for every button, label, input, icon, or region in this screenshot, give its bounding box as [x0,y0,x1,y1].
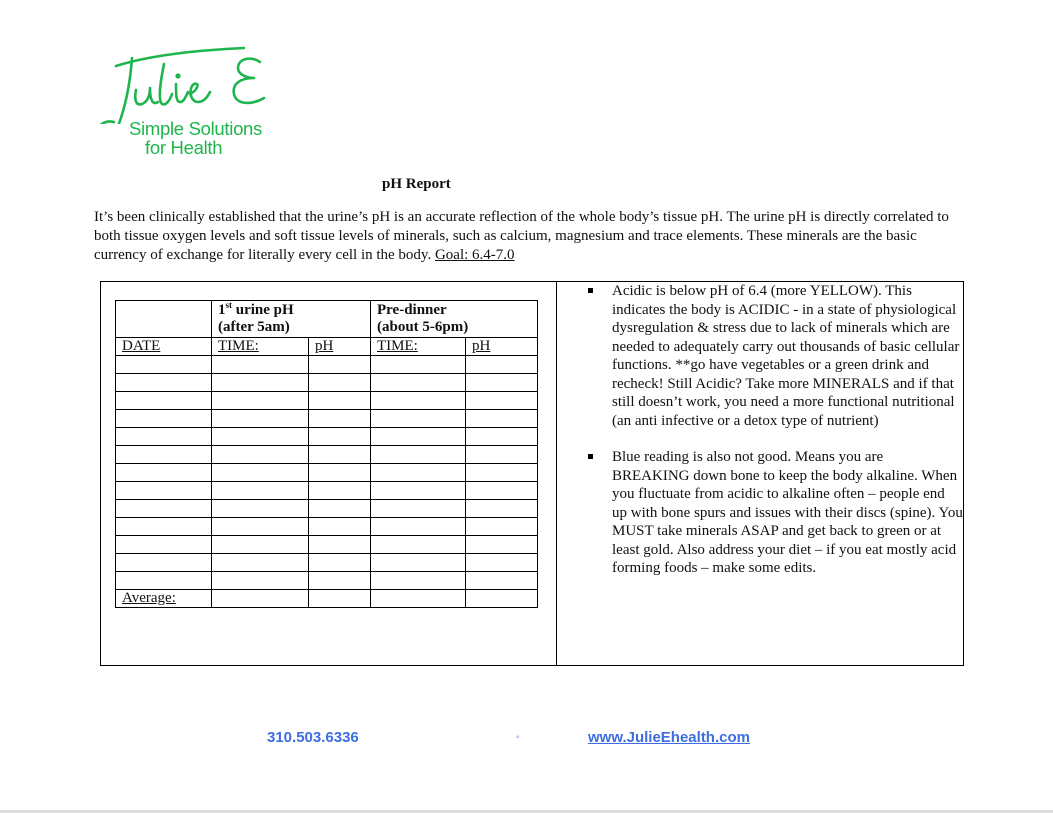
table-cell[interactable] [309,410,371,428]
table-cell[interactable] [116,410,212,428]
empty-header-cell [116,301,212,338]
logo-tagline: Simple Solutions [129,118,262,139]
table-cell[interactable] [116,554,212,572]
table-cell[interactable] [371,410,466,428]
pre-dinner-header: Pre-dinner (about 5-6pm) [371,301,538,338]
average-row [116,590,538,608]
table-cell[interactable] [309,500,371,518]
table-cell[interactable] [309,428,371,446]
column-header-row [116,338,538,356]
table-cell[interactable] [309,572,371,590]
note-text: Blue reading is also not good. Means you are BREAKING down bone to keep the body alkaline. When you fluctuate from acidic to alkaline often – people end up with bone spurs and issues with their discs (spine). You MUST take minerals ASAP and get back to green or at least gold. Also address your diet – if you eat mostly acid forming foods – make some edits. [612,449,963,576]
table-row [116,572,538,590]
average-label: Average: [116,590,212,608]
table-cell[interactable] [116,356,212,374]
column-header-ph-morning: pH [309,338,371,356]
table-cell[interactable] [371,374,466,392]
table-cell[interactable] [371,446,466,464]
table-cell[interactable] [116,536,212,554]
group-header-row [116,301,538,338]
table-row [116,464,538,482]
average-cell[interactable] [309,590,371,608]
table-cell[interactable] [212,554,309,572]
average-cell[interactable] [466,590,538,608]
table-cell[interactable] [212,392,309,410]
first-urine-header: 1st urine pH (after 5am) [212,301,371,338]
table-cell[interactable] [309,482,371,500]
table-row [116,446,538,464]
table-cell[interactable] [371,572,466,590]
table-cell[interactable] [116,428,212,446]
table-cell[interactable] [212,446,309,464]
table-row [116,392,538,410]
table-row [116,500,538,518]
notes-list [583,282,963,596]
footer-phone: 310.503.6336 [267,729,359,746]
table-cell[interactable] [212,518,309,536]
table-cell[interactable] [116,572,212,590]
intro-text: It’s been clinically established that the urine’s pH is an accurate reflection of the whole body’s tissue pH. The urine pH is directly correlated to both tissue oxygen levels and soft tissue levels of minerals, such as calcium, magnesium and trace elements. These minerals are the basic currency of exchange for literally every cell in the body. [94,209,949,263]
table-cell[interactable] [212,536,309,554]
column-header-date: DATE [116,338,212,356]
table-cell[interactable] [466,482,538,500]
table-cell[interactable] [309,536,371,554]
table-cell[interactable] [212,428,309,446]
table-cell[interactable] [466,392,538,410]
bullet-icon [588,454,593,459]
table-cell[interactable] [466,428,538,446]
table-cell[interactable] [309,392,371,410]
table-cell[interactable] [466,572,538,590]
logo [94,44,274,160]
table-cell[interactable] [466,410,538,428]
column-header-time-evening: TIME: [371,338,466,356]
table-cell[interactable] [212,500,309,518]
table-cell[interactable] [116,500,212,518]
table-cell[interactable] [466,554,538,572]
table-row [116,356,538,374]
table-row [116,410,538,428]
table-cell[interactable] [309,446,371,464]
column-header-ph-evening: pH [466,338,538,356]
table-row [116,536,538,554]
goal-text: Goal: 6.4-7.0 [434,247,515,263]
table-cell[interactable] [116,482,212,500]
table-cell[interactable] [309,518,371,536]
table-cell[interactable] [116,374,212,392]
table-row [116,428,538,446]
table-cell[interactable] [116,446,212,464]
note-acidic [583,282,963,430]
table-cell[interactable] [212,374,309,392]
table-cell[interactable] [466,374,538,392]
table-cell[interactable] [466,518,538,536]
table-cell[interactable] [309,554,371,572]
table-row [116,374,538,392]
signature-icon [94,44,274,124]
intro-paragraph [94,208,964,265]
table-cell[interactable] [212,482,309,500]
table-cell[interactable] [371,482,466,500]
table-cell[interactable] [116,464,212,482]
column-header-time-morning: TIME: [212,338,309,356]
table-cell[interactable] [116,392,212,410]
logo-tagline: for Health [145,137,223,158]
table-cell[interactable] [309,464,371,482]
note-text: Acidic is below pH of 6.4 (more YELLOW). This indicates the body is ACIDIC - in a state of physiological dysregulation & stress due to lack of minerals which are needed to adequately carry out thousands of basic cellular functions. **go have vegetables or a green drink and recheck! Still Acidic? Take more MINERALS and if that still doesn’t work, you need a more functional nutritional (an anti infective or a detox type of nutrient) [612,283,960,429]
table-cell[interactable] [309,374,371,392]
column-divider [556,281,557,666]
table-cell[interactable] [371,428,466,446]
table-cell[interactable] [116,518,212,536]
footer-separator-icon: ◦ [516,732,520,743]
table-cell[interactable] [466,446,538,464]
ph-log-table [115,300,538,608]
table-row [116,518,538,536]
footer-website-link[interactable]: www.JulieEhealth.com [588,729,750,746]
average-cell[interactable] [371,590,466,608]
table-row [116,482,538,500]
bullet-icon [588,288,593,293]
table-cell[interactable] [212,410,309,428]
table-cell[interactable] [371,392,466,410]
table-cell[interactable] [371,518,466,536]
table-cell[interactable] [212,356,309,374]
note-blue [583,448,963,578]
table-row [116,554,538,572]
table-cell[interactable] [466,500,538,518]
table-cell[interactable] [371,536,466,554]
table-cell[interactable] [212,572,309,590]
average-cell[interactable] [212,590,309,608]
table-cell[interactable] [371,554,466,572]
page-title: pH Report [382,176,451,192]
table-cell[interactable] [466,356,538,374]
table-cell[interactable] [466,464,538,482]
table-cell[interactable] [371,356,466,374]
table-cell[interactable] [371,464,466,482]
table-cell[interactable] [309,356,371,374]
table-cell[interactable] [371,500,466,518]
table-cell[interactable] [466,536,538,554]
table-cell[interactable] [212,464,309,482]
